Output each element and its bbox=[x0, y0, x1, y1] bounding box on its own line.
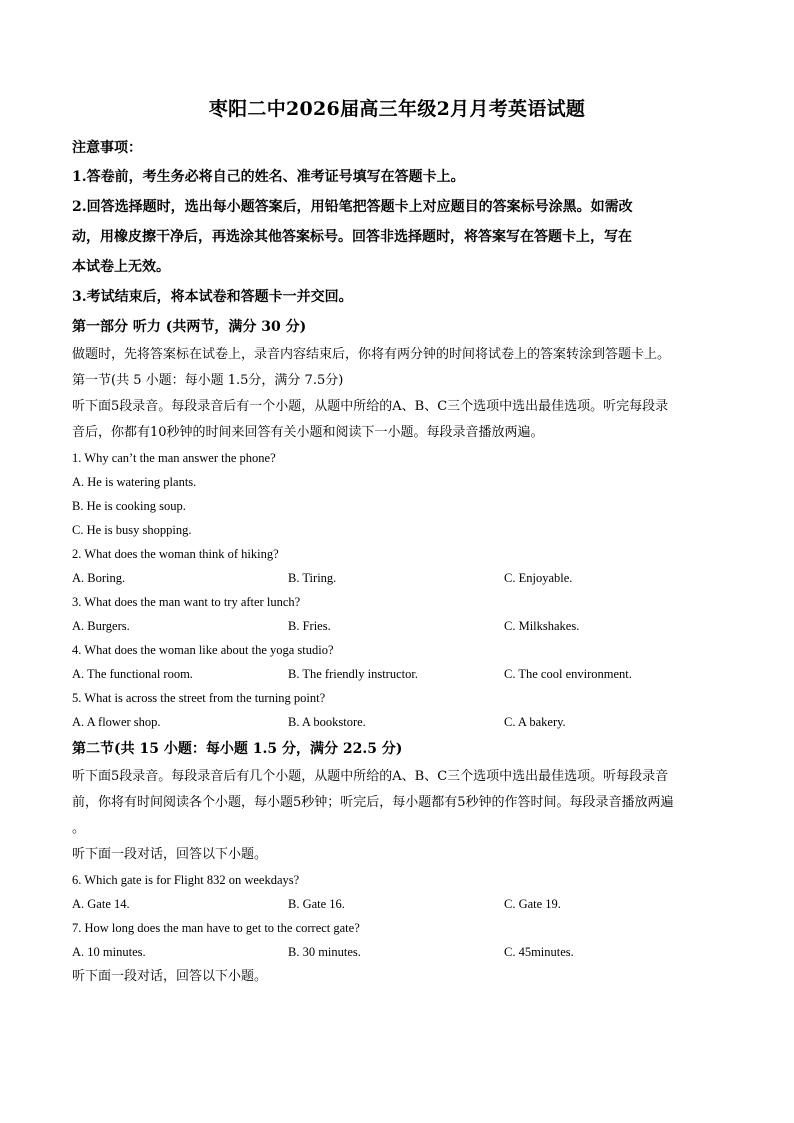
question-2-stem: 2. What does the woman think of hiking? bbox=[72, 547, 279, 561]
question-1-stem: 1. Why can’t the man answer the phone? bbox=[72, 451, 276, 465]
question-6-option-c: C. Gate 19. bbox=[504, 897, 561, 911]
dialog-prompt-2: 听下面一段对话，回答以下小题。 bbox=[72, 969, 268, 984]
question-5-option-a: A. A flower shop. bbox=[72, 715, 161, 729]
section1-intro-line-2: 音后，你都有10秒钟的时间来回答有关小题和阅读下一小题。每段录音播放两遍。 bbox=[72, 425, 544, 440]
notice-item-2-line-2: 动，用橡皮擦干净后，再选涂其他答案标号。回答非选择题时，将答案写在答题卡上，写在 bbox=[72, 229, 632, 245]
section2-intro-line-1: 听下面5段录音。每段录音后有几个小题，从题中所给的A、B、C三个选项中选出最佳选项。听每段录音 bbox=[72, 769, 669, 784]
notice-item-3: 3.考试结束后，将本试卷和答题卡一并交回。 bbox=[72, 289, 353, 305]
question-3-stem: 3. What does the man want to try after lunch? bbox=[72, 595, 301, 609]
dialog-prompt-1: 听下面一段对话，回答以下小题。 bbox=[72, 847, 268, 862]
section1-heading: 第一节(共 5 小题：每小题 1.5分，满分 7.5分) bbox=[72, 373, 344, 388]
question-6-options bbox=[72, 892, 722, 916]
question-5-option-c: C. A bakery. bbox=[504, 715, 566, 729]
question-5-options bbox=[72, 710, 722, 734]
question-5-option-b: B. A bookstore. bbox=[288, 715, 366, 729]
section1-intro-line-1: 听下面5段录音。每段录音后有一个小题，从题中所给的A、B、C三个选项中选出最佳选项。听完每段录 bbox=[72, 399, 669, 414]
question-1-option-c: C. He is busy shopping. bbox=[72, 523, 192, 537]
section2-intro-line-2: 前，你将有时间阅读各个小题，每小题5秒钟；听完后，每小题都有5秒钟的作答时间。每段录音播放两遍 bbox=[72, 795, 674, 810]
question-1-option-a: A. He is watering plants. bbox=[72, 475, 197, 489]
section2-heading: 第二节(共 15 小题：每小题 1.5 分，满分 22.5 分) bbox=[72, 741, 403, 757]
exam-page bbox=[72, 96, 722, 990]
question-3-option-c: C. Milkshakes. bbox=[504, 619, 580, 633]
question-2-options bbox=[72, 566, 722, 590]
question-3-option-a: A. Burgers. bbox=[72, 619, 130, 633]
question-7-option-c: C. 45minutes. bbox=[504, 945, 574, 959]
question-6-option-a: A. Gate 14. bbox=[72, 897, 130, 911]
question-2-option-c: C. Enjoyable. bbox=[504, 571, 573, 585]
notice-item-2-line-3: 本试卷上无效。 bbox=[72, 259, 170, 275]
question-6-stem: 6. Which gate is for Flight 832 on weekdays? bbox=[72, 873, 300, 887]
question-7-options bbox=[72, 940, 722, 964]
question-4-stem: 4. What does the woman like about the yoga studio? bbox=[72, 643, 334, 657]
page-title: 枣阳二中2026届高三年级2月月考英语试题 bbox=[208, 98, 586, 120]
question-2-option-a: A. Boring. bbox=[72, 571, 126, 585]
part1-intro: 做题时，先将答案标在试卷上，录音内容结束后，你将有两分钟的时间将试卷上的答案转涂到答题卡上。 bbox=[72, 347, 671, 362]
part1-heading: 第一部分 听力 (共两节，满分 30 分) bbox=[72, 319, 307, 335]
question-2-option-b: B. Tiring. bbox=[288, 571, 337, 585]
question-7-option-a: A. 10 minutes. bbox=[72, 945, 146, 959]
question-1-option-b: B. He is cooking soup. bbox=[72, 499, 186, 513]
question-4-options bbox=[72, 662, 722, 686]
question-6-option-b: B. Gate 16. bbox=[288, 897, 345, 911]
notice-item-2-line-1: 2.回答选择题时，选出每小题答案后，用铅笔把答题卡上对应题目的答案标号涂黑。如需改 bbox=[72, 199, 633, 215]
notice-item-1: 1.答卷前，考生务必将自己的姓名、准考证号填写在答题卡上。 bbox=[72, 169, 465, 185]
notice-heading: 注意事项： bbox=[72, 140, 142, 156]
question-3-option-b: B. Fries. bbox=[288, 619, 331, 633]
question-4-option-a: A. The functional room. bbox=[72, 667, 193, 681]
question-4-option-c: C. The cool environment. bbox=[504, 667, 632, 681]
question-5-stem: 5. What is across the street from the turning point? bbox=[72, 691, 326, 705]
question-7-option-b: B. 30 minutes. bbox=[288, 945, 361, 959]
question-4-option-b: B. The friendly instructor. bbox=[288, 667, 418, 681]
section2-intro-line-3: 。 bbox=[72, 821, 86, 836]
question-3-options bbox=[72, 614, 722, 638]
question-7-stem: 7. How long does the man have to get to the correct gate? bbox=[72, 921, 360, 935]
